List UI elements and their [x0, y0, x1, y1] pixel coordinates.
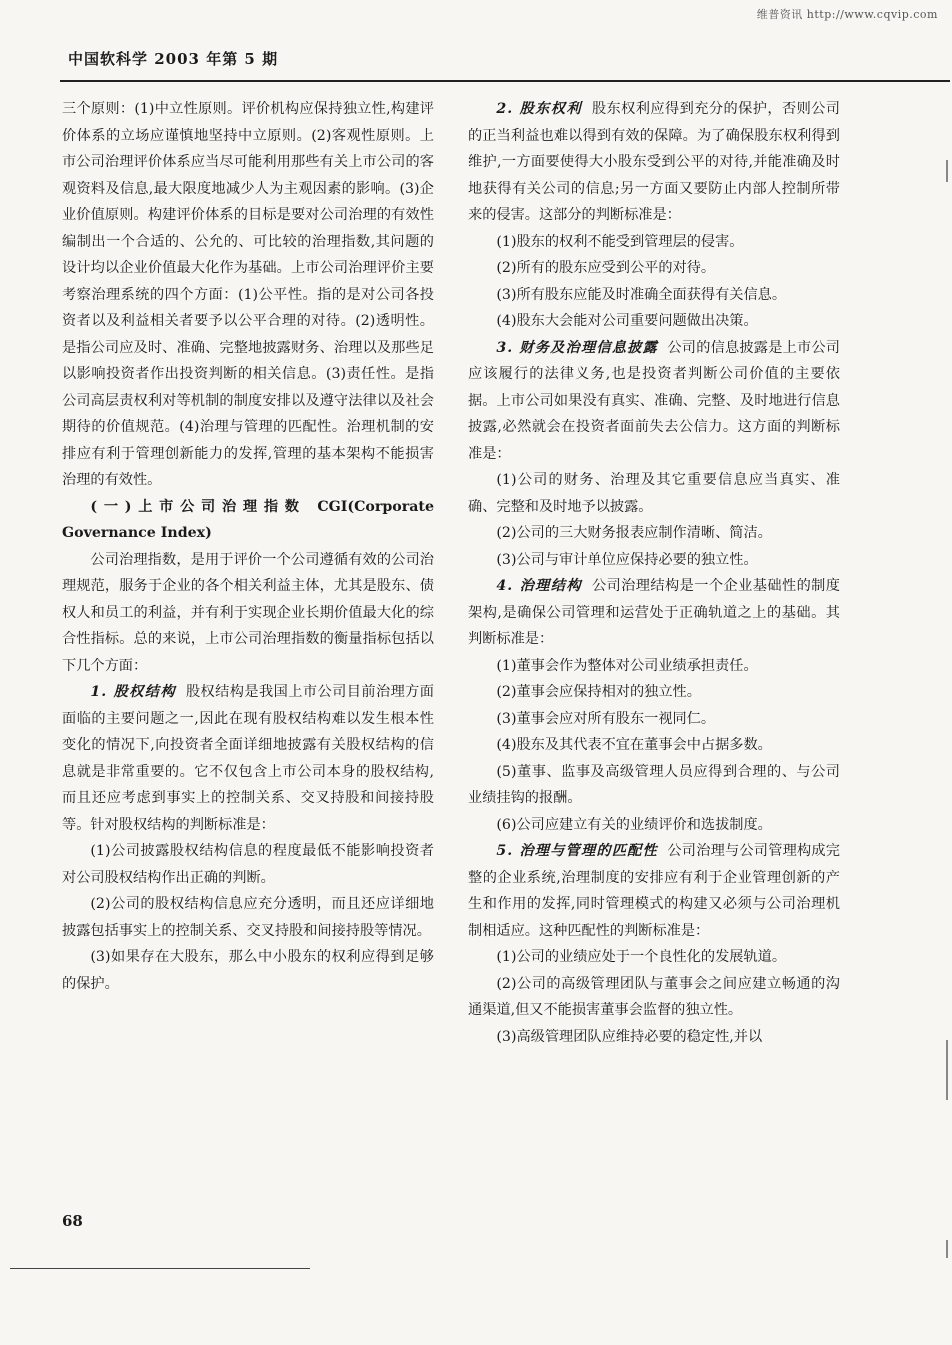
paragraph-principles: 三个原则：(1)中立性原则。评价机构应保持独立性,构建评价体系的立场应谨慎地坚持中立原则。(2)客观性原则。上市公司治理评价体系应当尽可能利用那些有关上市公司的客观资料及信息,最大限度地减少人为主观因素的影响。(3)企业价值原则。构建评价体系的目标是要对公司治理的有效性编制出一个合适的、公允的、可比较的治理指数,其问题的设计均以企业价值最大化作为基础。上市公司治理评价主要考察治理系统的四个方面：(1)公平性。指的是对公司各投资者以及利益相关者要予以公平合理的对待。(2)透明性。是指公司应及时、准确、完整地披露财务、治理以及那些足以影响投资者作出投资判断的相关信息。(3)责任性。是指公司高层责权利对等机制的制度安排以及遵守法律以及社会期待的价值规范。(4)治理与管理的匹配性。治理机制的安排应有利于管理创新能力的发挥,管理的基本架构不能损害治理的有效性。 — [62, 101, 434, 488]
item-title: 4. 治理结构 — [496, 578, 583, 594]
criterion: (3)公司与审计单位应保持必要的独立性。 — [496, 551, 758, 568]
criterion: (2)公司的高级管理团队与董事会之间应建立畅通的沟通渠道,但又不能损害董事会监督的独立性。 — [468, 975, 840, 1018]
footer-rule — [10, 1268, 310, 1269]
scan-edge-mark — [946, 1240, 948, 1258]
item-title: 3. 财务及治理信息披露 — [496, 339, 658, 356]
item-body: 公司的信息披露是上市公司应该履行的法律义务,也是投资者判断公司价值的主要依据。上市公司如果没有真实、准确、完整、及时地进行信息披露,必然就会在投资者面前失去公信力。这方面的判断标准是： — [468, 339, 840, 462]
criterion: (2)董事会应保持相对的独立性。 — [496, 684, 701, 700]
item-title: 5. 治理与管理的匹配性 — [496, 843, 658, 859]
right-column — [468, 96, 840, 1050]
criterion: (4)股东大会能对公司重要问题做出决策。 — [496, 313, 758, 329]
scan-edge-mark — [946, 1040, 948, 1100]
item-title: 2. 股东权利 — [496, 101, 583, 117]
criterion: (2)公司的三大财务报表应制作清晰、简洁。 — [496, 525, 772, 541]
criterion: (2)所有的股东应受到公平的对待。 — [496, 260, 716, 276]
paragraph-cgi-definition: 公司治理指数，是用于评价一个公司遵循有效的公司治理规范，服务于企业的各个相关利益主体，尤其是股东、债权人和员工的利益，并有利于实现企业长期价值最大化的综合性指标。总的来说，上市公司治理指数的衡量指标包括以下几个方面： — [62, 551, 434, 674]
criterion: (1)公司披露股权结构信息的程度最低不能影响投资者对公司股权结构作出正确的判断。 — [62, 843, 434, 886]
criterion: (3)董事会应对所有股东一视同仁。 — [496, 710, 716, 727]
page-number: 68 — [62, 1212, 83, 1230]
criterion: (3)高级管理团队应维持必要的稳定性,并以 — [496, 1028, 763, 1045]
criterion: (3)如果存在大股东，那么中小股东的权利应得到足够的保护。 — [62, 949, 434, 992]
criterion: (1)董事会作为整体对公司业绩承担责任。 — [496, 657, 758, 674]
scan-edge-mark — [946, 160, 948, 182]
section-title: (一)上市公司治理指数 CGI(Corporate Governance Index) — [62, 498, 434, 541]
item-governance-structure — [468, 573, 840, 653]
item-title: 1. 股权结构 — [90, 684, 177, 700]
item-ownership-structure — [62, 679, 434, 838]
journal-header: 中国软科学 2003 年第 5 期 — [68, 50, 279, 68]
criterion: (1)公司的财务、治理及其它重要信息应当真实、准确、完整和及时地予以披露。 — [468, 472, 840, 515]
item-body: 公司治理与公司管理构成完整的企业系统,治理制度的安排应有利于企业管理创新的产生和作用的发挥,同时管理模式的构建又必须与公司治理机制相适应。这种匹配性的判断标准是： — [468, 843, 840, 939]
criterion: (4)股东及其代表不宜在董事会中占据多数。 — [496, 737, 772, 753]
item-disclosure — [468, 335, 840, 468]
header-rule — [60, 80, 950, 82]
item-body: 股权结构是我国上市公司目前治理方面面临的主要问题之一,因此在现有股权结构难以发生根本性变化的情况下,向投资者全面详细地披露有关股权结构的信息就是非常重要的。它不仅包含上市公司本身的股权结构,而且还应考虑到事实上的控制关系、交叉持股和间接持股等。针对股权结构的判断标准是： — [62, 684, 434, 833]
criterion: (1)股东的权利不能受到管理层的侵害。 — [496, 233, 744, 250]
item-shareholder-rights — [468, 96, 840, 229]
left-column — [62, 96, 434, 997]
watermark: 维普资讯 http://www.cqvip.com — [756, 8, 938, 21]
item-body: 股东权利应得到充分的保护，否则公司的正当利益也难以得到有效的保障。为了确保股东权利得到维护,一方面要使得大小股东受到公平的对待,并能准确及时地获得有关公司的信息;另一方面又要防止内部人控制所带来的侵害。这部分的判断标准是： — [468, 101, 840, 223]
criterion: (5)董事、监事及高级管理人员应得到合理的、与公司业绩挂钩的报酬。 — [468, 763, 840, 806]
item-governance-management-fit — [468, 838, 840, 944]
criterion: (2)公司的股权结构信息应充分透明，而且还应详细地披露包括事实上的控制关系、交叉持股和间接持股等情况。 — [62, 896, 434, 939]
criterion: (1)公司的业绩应处于一个良性化的发展轨道。 — [496, 949, 787, 965]
criterion: (6)公司应建立有关的业绩评价和选拔制度。 — [496, 816, 772, 833]
item-body: 公司治理结构是一个企业基础性的制度架构,是确保公司管理和运营处于正确轨道之上的基础。其判断标准是： — [468, 578, 840, 647]
criterion: (3)所有股东应能及时准确全面获得有关信息。 — [496, 286, 787, 303]
